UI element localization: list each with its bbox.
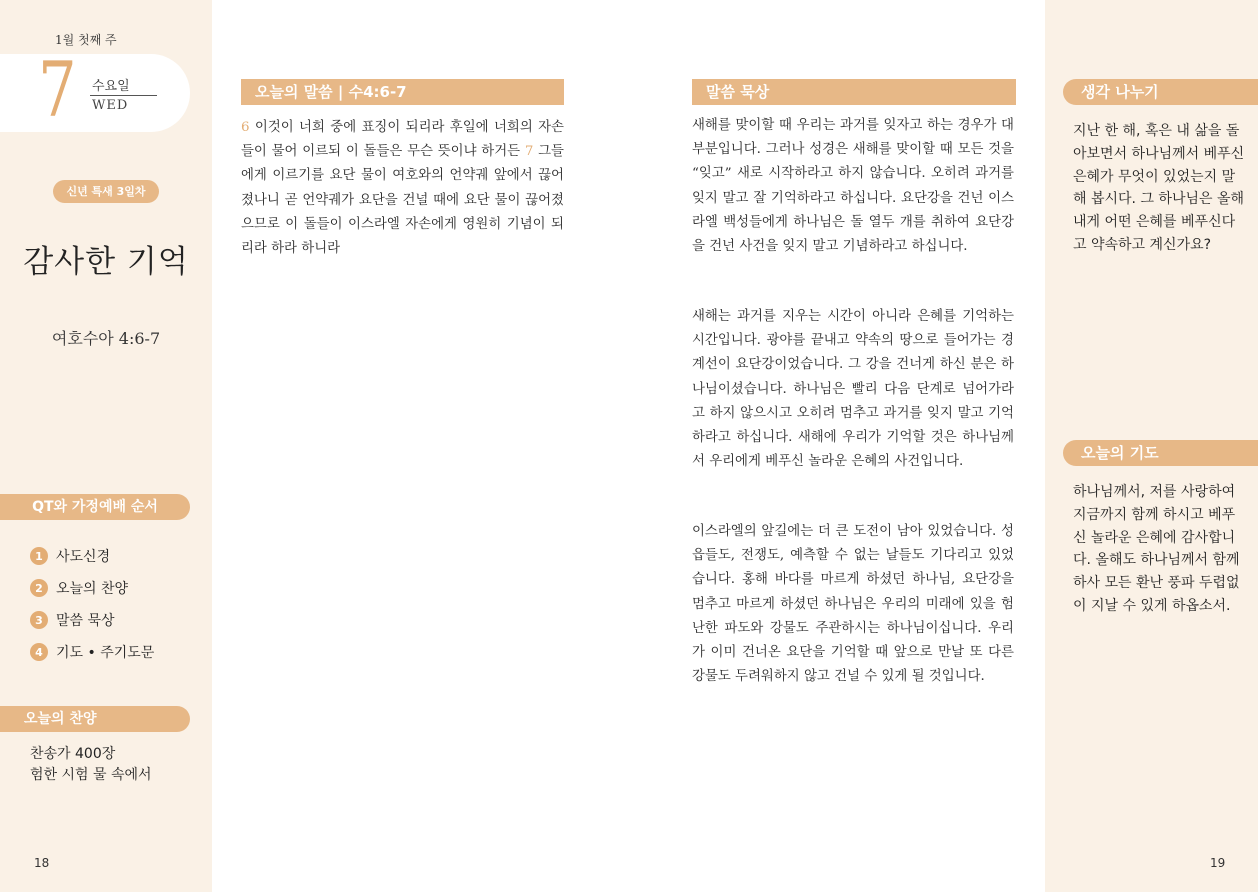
series-badge: 신년 특새 3일차 <box>53 180 159 203</box>
page-title: 감사한 기억 <box>23 244 189 280</box>
number-badge: 4 <box>30 643 48 661</box>
weekday-divider <box>90 95 157 96</box>
hymn-info <box>30 744 152 786</box>
today-word-heading: 오늘의 말씀 | 수4:6-7 <box>241 79 564 105</box>
number-badge: 2 <box>30 579 48 597</box>
week-label: 1월 첫째 주 <box>55 33 117 47</box>
order-item-prayer <box>30 636 154 668</box>
number-badge: 1 <box>30 547 48 565</box>
weekday-english: WED <box>92 98 129 113</box>
scripture-text <box>241 116 564 261</box>
verse-text: 그들에게 이르기를 요단 물이 여호와의 언약궤 앞에서 끊어졌나니 곧 언약궤가 요단을 건널 때에 요단 물이 끊어졌으므로 이 돌들이 이스라엘 자손에게 영원히 기념이 되리라 하라 하니라 <box>241 144 564 257</box>
order-item-meditation <box>30 604 154 636</box>
order-item-label: 사도신경 <box>56 549 111 565</box>
page-number-right: 19 <box>1210 856 1226 870</box>
meditation-paragraph-3: 이스라엘의 앞길에는 더 큰 도전이 남아 있었습니다. 성읍들도, 전쟁도, 예측할 수 없는 날들도 기다리고 있었습니다. 홍해 바다를 마르게 하셨던 하나님, 요단강을 멈추고 마르게 하셨던 하나님은 우리의 미래에 있을 험난한 파도와 강물도 주관하시는 하나님이십니다. 우리가 이미 건너온 요단을 기억할 때 앞으로 만날 또 다른 강물도 두려워하지 않고 건널 수 있게 될 것입니다. <box>692 524 1014 685</box>
order-heading: QT와 가정예배 순서 <box>0 494 190 520</box>
verse-number: 6 <box>241 120 250 135</box>
day-number: 7 <box>38 45 77 134</box>
hymn-number: 찬송가 400장 <box>30 746 116 762</box>
order-item-label: 오늘의 찬양 <box>56 581 129 597</box>
prayer-text: 하나님께서, 저를 사랑하여 지금까지 함께 하시고 베푸신 놀라운 은혜에 감사합니다. 올해도 하나님께서 함께 하사 모든 환난 풍파 두렵없이 지날 수 있게 하옵소서. <box>1073 484 1240 614</box>
weekday-korean: 수요일 <box>92 79 130 94</box>
page-number-left: 18 <box>34 856 50 870</box>
meditation-heading: 말씀 묵상 <box>692 79 1016 105</box>
scripture-reference: 여호수아 4:6-7 <box>51 329 161 348</box>
number-badge: 3 <box>30 611 48 629</box>
hymn-title: 험한 시험 물 속에서 <box>30 767 152 783</box>
order-list <box>30 540 154 668</box>
order-item-praise <box>30 572 154 604</box>
hymn-heading: 오늘의 찬양 <box>0 706 190 732</box>
verse-text: 이것이 너희 중에 표징이 되리라 후일에 너희의 자손들이 물어 이르되 이 돌들은 무슨 뜻이냐 하거든 <box>241 120 564 160</box>
prayer-heading: 오늘의 기도 <box>1063 440 1258 466</box>
order-item-label: 말씀 묵상 <box>56 613 115 629</box>
share-text: 지난 한 해, 혹은 내 삶을 돌아보면서 하나님께서 베푸신 은혜가 무엇이 있었는지 말해 봅시다. 그 하나님은 올해 내게 어떤 은혜를 베푸신다고 약속하고 계신가요? <box>1073 123 1245 253</box>
meditation-paragraph-1: 새해를 맞이할 때 우리는 과거를 잊자고 하는 경우가 대부분입니다. 그러나 성경은 새해를 맞이할 때 모든 것을 “잊고” 새로 시작하라고 하지 않습니다. 오히려 과거를 잊지 말고 잘 기억하라고 하십니다. 요단강을 건넌 이스라엘 백성들에게 하나님은 돌 열두 개를 취하여 요단강을 건넌 사건을 잊지 말고 기념하라고 하십니다. <box>692 118 1014 255</box>
order-item-label: 기도 • 주기도문 <box>56 645 155 661</box>
meditation-paragraph-2: 새해는 과거를 지우는 시간이 아니라 은혜를 기억하는 시간입니다. 광야를 끝내고 약속의 땅으로 들어가는 경계선이 요단강이었습니다. 그 강을 건너게 하신 분은 하나님이셨습니다. 하나님은 빨리 다음 단계로 넘어가라고 하지 않으시고 오히려 멈추고 과거를 잊지 말고 기억하라고 하십니다. 새해에 우리가 기억할 것은 하나님께서 우리에게 베푸신 놀라운 은혜의 사건입니다. <box>692 309 1014 470</box>
order-item-apostles-creed <box>30 540 154 572</box>
share-heading: 생각 나누기 <box>1063 79 1258 105</box>
verse-number: 7 <box>524 144 534 160</box>
